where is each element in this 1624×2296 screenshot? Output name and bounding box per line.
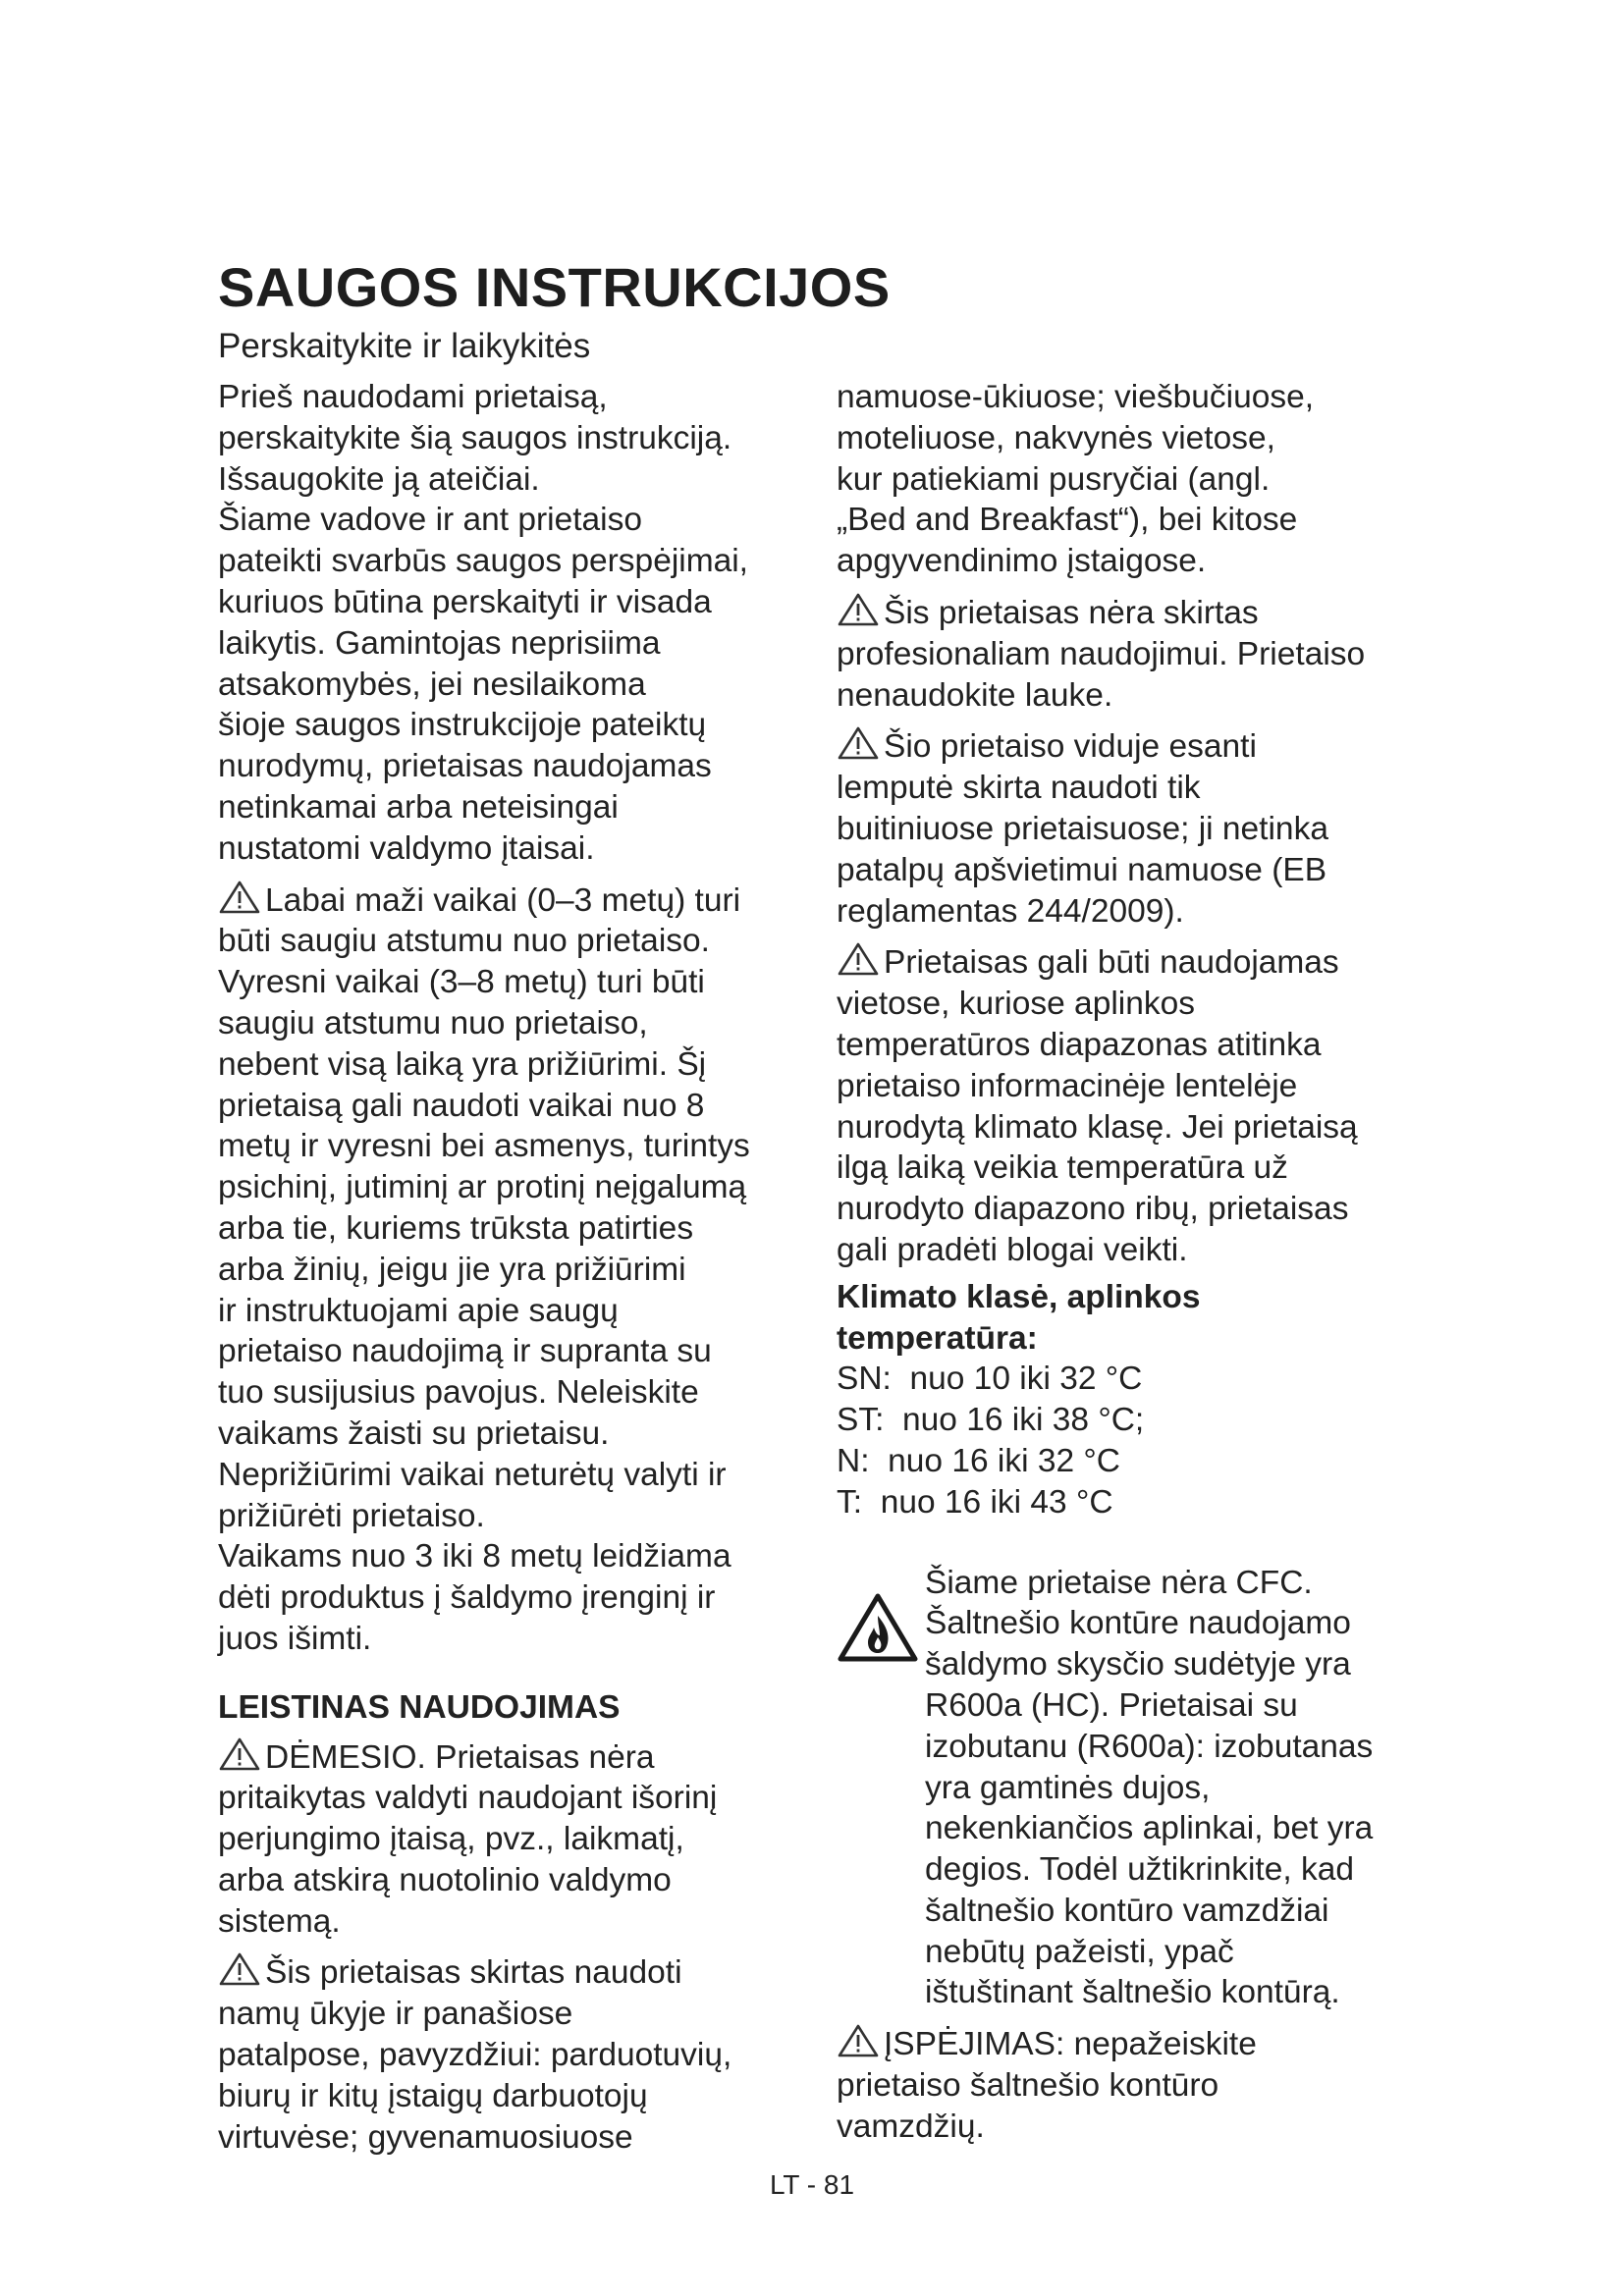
text-line: sistemą.	[218, 1902, 341, 1940]
text-line: prižiūrėti prietaiso.	[218, 1497, 485, 1534]
page-number: LT - 81	[769, 2169, 855, 2200]
text-line: Prieš naudodami prietaisą,	[218, 379, 608, 415]
page-subtitle: Perskaitykite ir laikykitės	[218, 327, 591, 365]
text-line: būti saugiu atstumu nuo prietaiso.	[218, 923, 710, 960]
text-line: yra gamtinės dujos,	[925, 1769, 1211, 1806]
text-line: apgyvendinimo įstaigose.	[837, 543, 1207, 580]
text-line: nekenkiančios aplinkai, bet yra	[925, 1810, 1374, 1847]
text-line: atsakomybės, jei nesilaikoma	[218, 666, 646, 703]
text-line: perjungimo įtaisą, pvz., laikmatį,	[218, 1821, 684, 1858]
warning-triangle-icon	[837, 725, 880, 761]
text-line: psichinį, jutiminį ar protinį neįgalumą	[218, 1169, 747, 1206]
text-line: degios. Todėl užtikrinkite, kad	[925, 1851, 1354, 1889]
text-line: šaltnešio kontūro vamzdžiai	[925, 1892, 1329, 1929]
climate-row: T: nuo 16 iki 43 °C	[837, 1483, 1113, 1521]
climate-class-list	[837, 1359, 1435, 1522]
text-line: R600a (HC). Prietaisai su	[925, 1686, 1298, 1724]
intro-paragraph	[218, 377, 807, 870]
text-line: Šiame prietaise nėra CFC.	[925, 1564, 1313, 1601]
text-line: Šaltnešio kontūre naudojamo	[925, 1605, 1351, 1642]
text-line: Šiame vadove ir ant prietaiso	[218, 502, 642, 539]
text-line: prietaiso šaltnešio kontūro	[837, 2067, 1219, 2105]
text-line: metų ir vyresni bei asmenys, turintys	[218, 1128, 750, 1165]
text-line: DĖMESIO. Prietaisas nėra	[218, 1736, 807, 1779]
text-line: reglamentas 244/2009).	[837, 892, 1184, 930]
text-line: Vaikams nuo 3 iki 8 metų leidžiama	[218, 1538, 731, 1575]
external-switch-warning-paragraph	[218, 1736, 807, 1943]
text-line: patalpų apšvietimui namuose (EB	[837, 851, 1327, 888]
text-line: virtuvėse; gyvenamuosiuose	[218, 2118, 633, 2156]
household-use-paragraph	[218, 1951, 807, 2158]
text-line: tuo susijusius pavojus. Neleiskite	[218, 1374, 699, 1412]
text-line: juos išimti.	[218, 1620, 372, 1657]
text-line: biurų ir kitų įstaigų darbuotojų	[218, 2077, 648, 2114]
text-line: šioje saugos instrukcijoje pateiktų	[218, 707, 707, 744]
climate-heading-line: temperatūra:	[837, 1319, 1038, 1357]
climate-row: SN: nuo 10 iki 32 °C	[837, 1361, 1143, 1398]
warning-triangle-icon	[218, 880, 261, 915]
text-line: nustatomi valdymo įtaisai.	[218, 829, 595, 867]
text-line: prietaiso naudojimą ir supranta su	[218, 1333, 712, 1370]
text-line: šaldymo skysčio sudėtyje yra	[925, 1646, 1351, 1683]
right-column	[837, 377, 1435, 2158]
warning-triangle-icon	[837, 592, 880, 627]
flammable-warning-icon	[837, 1592, 919, 1663]
text-line: ilgą laiką veikia temperatūra už	[837, 1149, 1288, 1187]
text-line: namuose-ūkiuose; viešbučiuose,	[837, 379, 1315, 415]
household-use-continued-paragraph	[837, 377, 1435, 582]
text-line: ištuštinant šaltnešio kontūrą.	[925, 1974, 1340, 2011]
text-line: prietaisą gali naudoti vaikai nuo 8	[218, 1087, 705, 1124]
climate-row: ST: nuo 16 iki 38 °C;	[837, 1402, 1145, 1439]
text-line: Išsaugokite ją ateičiai.	[218, 460, 540, 498]
text-line: vietose, kuriose aplinkos	[837, 986, 1195, 1023]
text-line: lemputė skirta naudoti tik	[837, 770, 1201, 807]
climate-heading-line: Klimato klasė, aplinkos	[837, 1278, 1201, 1315]
text-line: netinkamai arba neteisingai	[218, 788, 619, 826]
text-line: pateikti svarbūs saugos perspėjimai,	[218, 543, 748, 580]
text-line: moteliuose, nakvynės vietose,	[837, 419, 1275, 456]
text-line: arba tie, kuriems trūksta patirties	[218, 1209, 694, 1247]
text-line: gali pradėti blogai veikti.	[837, 1231, 1188, 1268]
refrigerant-circuit-warning-paragraph	[837, 2023, 1435, 2147]
warning-triangle-icon	[218, 1951, 261, 1987]
text-line: „Bed and Breakfast“), bei kitose	[837, 502, 1298, 539]
professional-use-warning-paragraph	[837, 592, 1435, 716]
text-line: arba atskirą nuotolinio valdymo	[218, 1861, 672, 1898]
warning-triangle-icon	[837, 2023, 880, 2058]
warning-triangle-icon	[218, 1736, 261, 1772]
text-line: nurodytą klimato klasę. Jei prietaisą	[837, 1108, 1358, 1146]
flammable-refrigerant-block	[837, 1563, 1435, 2014]
text-line: vamzdžių.	[837, 2108, 985, 2145]
text-line: Neprižiūrimi vaikai neturėtų valyti ir	[218, 1456, 727, 1493]
text-line: laikytis. Gamintojas neprisiima	[218, 624, 661, 662]
section-heading-intended-use: LEISTINAS NAUDOJIMAS	[218, 1688, 621, 1726]
text-line: nurodyto diapazono ribų, prietaisas	[837, 1191, 1349, 1228]
text-line: izobutanu (R600a): izobutanas	[925, 1728, 1374, 1765]
left-column	[218, 377, 807, 2158]
text-line: nebūtų pažeisti, ypač	[925, 1933, 1234, 1970]
text-line: ĮSPĖJIMAS: nepažeiskite	[837, 2023, 1435, 2065]
climate-class-warning-paragraph	[837, 941, 1435, 1270]
text-line: kur patiekiami pusryčiai (angl.	[837, 460, 1271, 498]
text-line: profesionaliam naudojimui. Prietaiso	[837, 635, 1366, 672]
text-line: Šis prietaisas skirtas naudoti	[218, 1951, 807, 1994]
text-line: perskaitykite šią saugos instrukciją.	[218, 419, 732, 456]
text-line: namų ūkyje ir panašiose	[218, 1996, 573, 2033]
refrigerant-paragraph	[925, 1563, 1435, 2014]
page-title: SAUGOS INSTRUKCIJOS	[218, 256, 891, 318]
climate-class-heading	[837, 1277, 1435, 1360]
text-line: patalpose, pavyzdžiui: parduotuvių,	[218, 2037, 732, 2074]
text-line: prietaiso informacinėje lentelėje	[837, 1067, 1298, 1104]
text-line: Vyresni vaikai (3–8 metų) turi būti	[218, 964, 705, 1001]
text-line: temperatūros diapazonas atitinka	[837, 1026, 1322, 1063]
text-line: kuriuos būtina perskaityti ir visada	[218, 583, 712, 620]
text-line: Šio prietaiso viduje esanti	[837, 725, 1435, 768]
text-line: buitiniuose prietaisuose; ji netinka	[837, 810, 1328, 847]
text-line: nurodymų, prietaisas naudojamas	[218, 748, 712, 785]
children-warning-paragraph	[218, 880, 807, 1660]
lamp-warning-paragraph	[837, 725, 1435, 932]
text-line: Šis prietaisas nėra skirtas	[837, 592, 1435, 634]
text-line: dėti produktus į šaldymo įrenginį ir	[218, 1579, 716, 1617]
text-line: nenaudokite lauke.	[837, 676, 1113, 714]
text-line: arba žinių, jeigu jie yra prižiūrimi	[218, 1251, 686, 1288]
text-line: vaikams žaisti su prietaisu.	[218, 1415, 610, 1452]
text-line: Prietaisas gali būti naudojamas	[837, 941, 1435, 984]
text-line: Labai maži vaikai (0–3 metų) turi	[218, 880, 807, 922]
climate-row: N: nuo 16 iki 32 °C	[837, 1442, 1120, 1479]
text-line: ir instruktuojami apie saugų	[218, 1292, 619, 1329]
text-line: pritaikytas valdyti naudojant išorinį	[218, 1780, 718, 1817]
warning-triangle-icon	[837, 941, 880, 977]
text-line: nebent visą laiką yra prižiūrimi. Šį	[218, 1045, 707, 1083]
text-line: saugiu atstumu nuo prietaiso,	[218, 1004, 648, 1041]
